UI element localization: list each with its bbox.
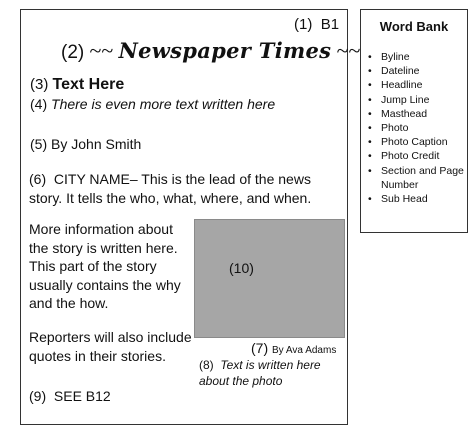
bullet-icon: • <box>368 79 372 92</box>
word-bank-item: • Headline <box>368 79 423 92</box>
word-bank-item: • Dateline <box>368 65 420 78</box>
bullet-icon: • <box>368 122 372 135</box>
label-number-1: (1) <box>294 16 313 33</box>
photo-credit <box>251 340 336 356</box>
label-number-4: (4) <box>30 96 48 112</box>
word-bank-title: Word Bank <box>379 19 449 34</box>
section-page-number <box>294 16 339 33</box>
subhead <box>30 96 275 112</box>
masthead-tilde-left: ~~ <box>89 38 114 63</box>
bullet-icon: • <box>368 107 372 120</box>
lead-paragraph <box>29 170 341 208</box>
word-bank-item: • Jump Line <box>368 93 430 106</box>
bullet-icon: • <box>368 136 372 149</box>
photo-credit-text: By Ava Adams <box>272 345 337 356</box>
word-bank-item: • Masthead <box>368 107 428 120</box>
jump-line-text: SEE B12 <box>53 388 111 404</box>
label-number-10: (10) <box>229 260 254 276</box>
label-number-2: (2) <box>61 42 85 63</box>
bullet-icon: • <box>368 193 372 206</box>
word-bank-item: • Photo Credit <box>368 150 440 163</box>
body-paragraph-more-info: More information about the story is written here. This part of the story usually contains the why and the how. <box>29 221 181 311</box>
word-bank <box>360 9 468 233</box>
label-number-9: (9) <box>29 388 47 404</box>
bullet-icon: • <box>368 51 372 63</box>
masthead-tilde-right: ~~ <box>336 38 361 63</box>
newspaper-page <box>20 9 361 425</box>
masthead-title: Newspaper Times <box>118 38 332 63</box>
bullet-icon: • <box>368 93 372 106</box>
photo-caption <box>199 357 347 389</box>
bullet-icon: • <box>368 164 372 177</box>
word-bank-item: • Photo Caption <box>368 136 448 149</box>
word-bank-item: • Photo <box>368 122 409 135</box>
headline-text: Text Here <box>52 76 125 93</box>
byline-text: By John Smith <box>51 136 142 152</box>
bullet-icon: • <box>368 65 372 78</box>
section-page-text: B1 <box>320 16 340 33</box>
jump-line <box>29 388 111 404</box>
subhead-text: There is even more text written here <box>51 96 276 112</box>
photo-placeholder <box>194 219 345 338</box>
byline <box>30 136 141 152</box>
label-number-5: (5) <box>30 136 48 152</box>
word-bank-item: • Sub Head <box>368 193 428 206</box>
label-number-7: (7) <box>251 340 269 356</box>
word-bank-item: • Byline <box>368 51 410 63</box>
body-paragraph-quotes: Reporters will also include quotes in their stories. <box>29 329 192 364</box>
label-number-8: (8) <box>199 358 214 372</box>
word-bank-list <box>367 50 467 206</box>
headline <box>30 76 124 94</box>
lead-text: CITY NAME– This is the lead of the news story. It tells the who, what, where, and when. <box>29 171 312 206</box>
masthead <box>61 38 360 64</box>
bullet-icon: • <box>368 150 372 163</box>
word-bank-item: • Section and Page Number <box>368 164 464 191</box>
label-number-6: (6) <box>29 171 47 187</box>
label-number-3: (3) <box>30 76 49 93</box>
photo-caption-text: Text is written here about the photo <box>199 358 321 388</box>
